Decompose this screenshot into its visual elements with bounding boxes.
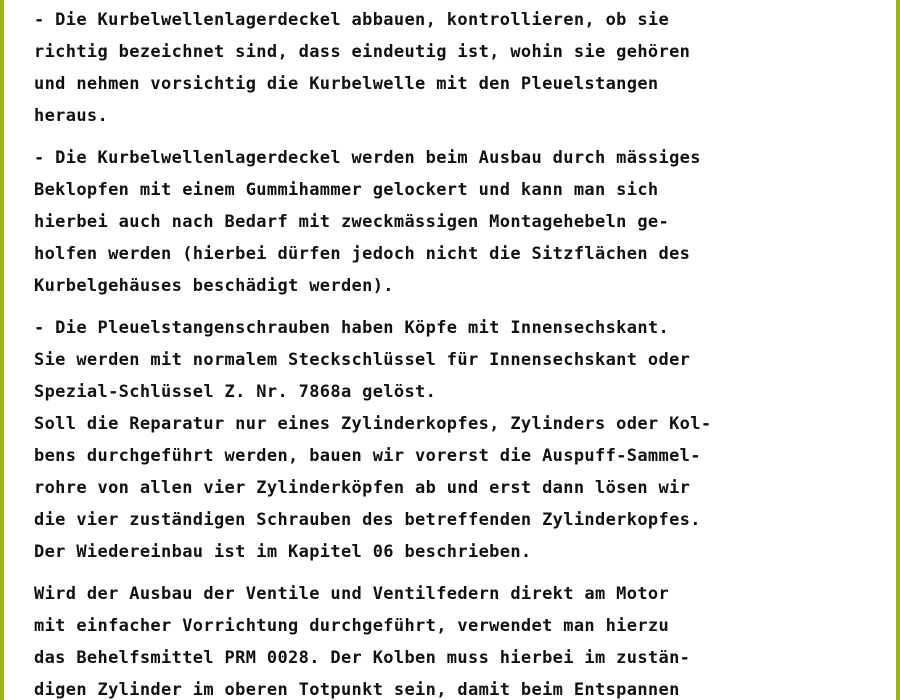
paragraph-3 <box>34 312 869 568</box>
text-line: heraus. <box>34 106 109 126</box>
text-line: Beklopfen mit einem Gummihammer gelockert und kann man sich <box>34 180 659 200</box>
text-line: - Die Pleuelstangenschrauben haben Köpfe mit Innensechskant. <box>34 318 670 338</box>
text-line: bens durchgeführt werden, bauen wir vorerst die Auspuff-Sammel- <box>34 446 701 466</box>
text-line: hierbei auch nach Bedarf mit zweckmässigen Montagehebeln ge- <box>34 212 670 232</box>
text-line: Spezial-Schlüssel Z. Nr. 7868a gelöst. <box>34 382 437 402</box>
paragraph-1 <box>34 4 869 132</box>
paragraph-4 <box>34 578 869 700</box>
text-line: das Behelfsmittel PRM 0028. Der Kolben muss hierbei im zustän- <box>34 648 691 668</box>
text-line: Soll die Reparatur nur eines Zylinderkopfes, Zylinders oder Kol- <box>34 414 712 434</box>
text-line: Der Wiedereinbau ist im Kapitel 06 beschrieben. <box>34 542 532 562</box>
text-line: digen Zylinder im oberen Totpunkt sein, damit beim Entspannen <box>34 680 680 700</box>
text-line: Kurbelgehäuses beschädigt werden). <box>34 276 394 296</box>
text-line: und nehmen vorsichtig die Kurbelwelle mit den Pleuelstangen <box>34 74 659 94</box>
text-line: Wird der Ausbau der Ventile und Ventilfedern direkt am Motor <box>34 584 670 604</box>
text-line: - Die Kurbelwellenlagerdeckel werden beim Ausbau durch mässiges <box>34 148 701 168</box>
text-line: rohre von allen vier Zylinderköpfen ab und erst dann lösen wir <box>34 478 691 498</box>
document-text <box>34 4 869 700</box>
text-line: richtig bezeichnet sind, dass eindeutig ist, wohin sie gehören <box>34 42 691 62</box>
text-line: holfen werden (hierbei dürfen jedoch nicht die Sitzflächen des <box>34 244 691 264</box>
paragraph-2 <box>34 142 869 302</box>
text-line: - Die Kurbelwellenlagerdeckel abbauen, kontrollieren, ob sie <box>34 10 670 30</box>
text-line: Sie werden mit normalem Steckschlüssel für Innensechskant oder <box>34 350 691 370</box>
text-line: die vier zuständigen Schrauben des betreffenden Zylinderkopfes. <box>34 510 701 530</box>
text-line: mit einfacher Vorrichtung durchgeführt, verwendet man hierzu <box>34 616 670 636</box>
